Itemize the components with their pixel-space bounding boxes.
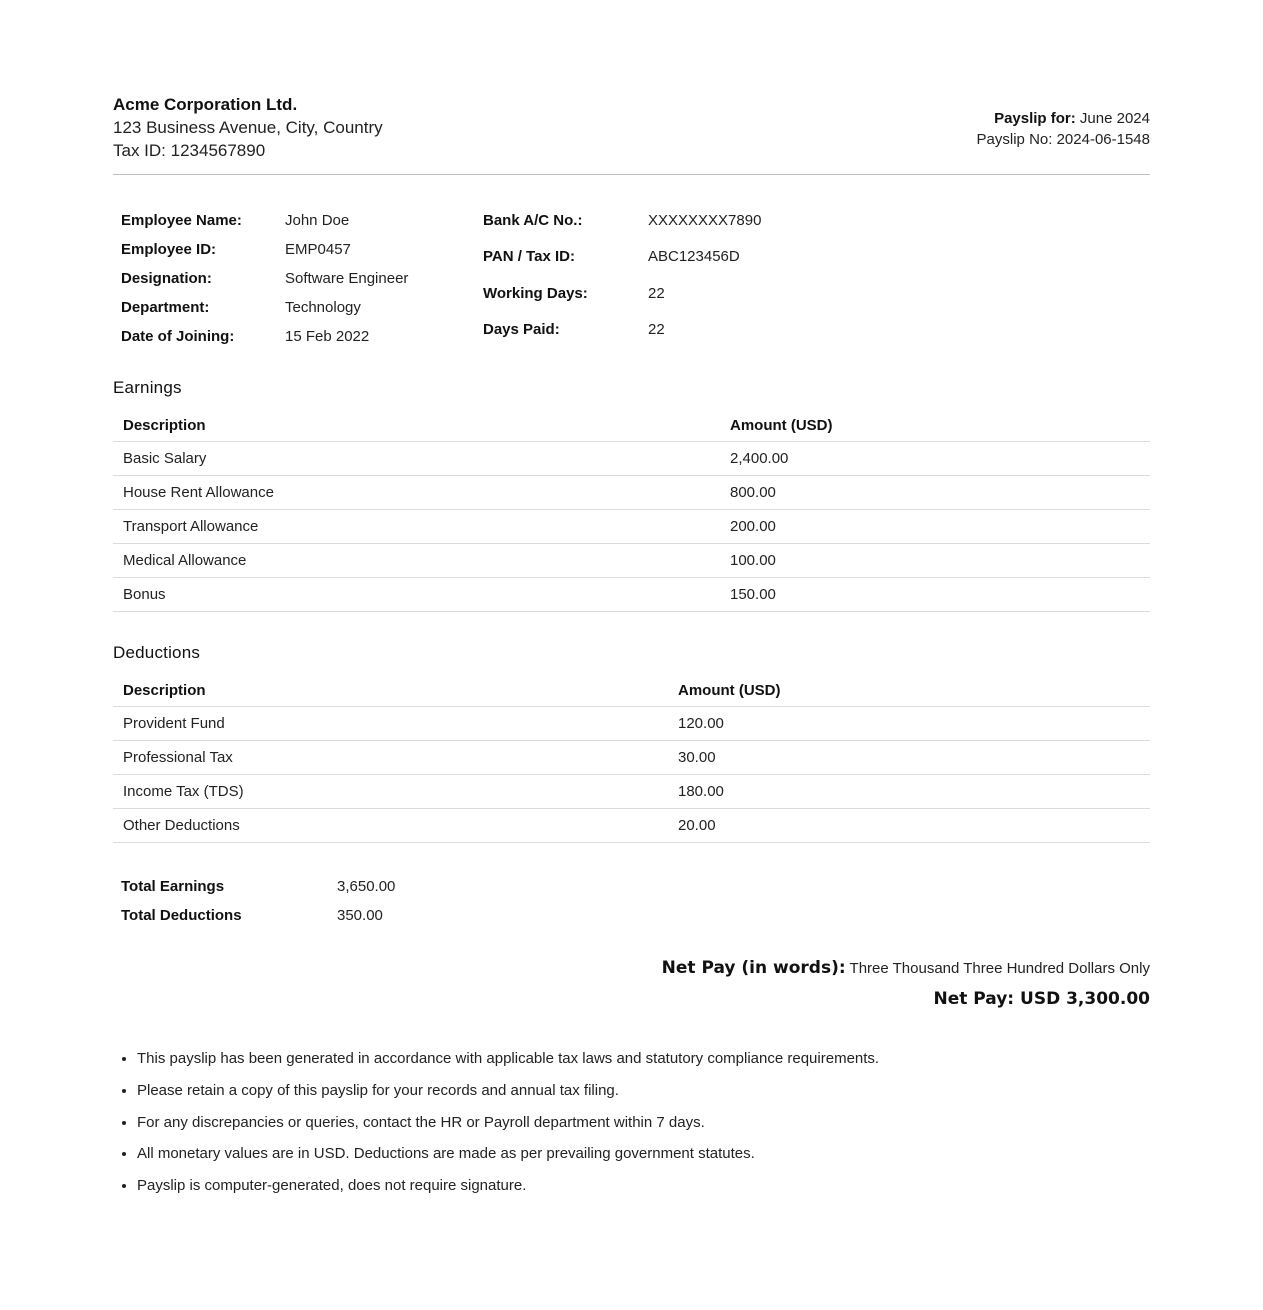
earning-amount: 2,400.00 (720, 442, 1150, 476)
pan-tax-id-label: PAN / Tax ID: (483, 248, 575, 266)
table-header-row (113, 674, 1150, 707)
table-row (113, 510, 1150, 544)
table-row (113, 578, 1150, 612)
table-row (113, 775, 1150, 809)
deduction-amount: 120.00 (668, 707, 1150, 741)
deductions-title: Deductions (113, 643, 201, 662)
table-row (113, 544, 1150, 578)
total-earnings-value: 3,650.00 (337, 878, 396, 895)
department-value: Technology (285, 299, 361, 316)
designation-value: Software Engineer (285, 270, 409, 287)
table-row (113, 741, 1150, 775)
pan-tax-id-value: ABC123456D (648, 248, 740, 266)
net-pay-in-words (662, 956, 1150, 981)
deductions-description-header: Description (113, 674, 668, 707)
earnings-description-header: Description (113, 409, 720, 442)
earning-description: House Rent Allowance (113, 476, 720, 510)
payslip-period-label: Payslip for: (994, 110, 1076, 127)
employee-name-label: Employee Name: (121, 212, 242, 229)
note-item: • Payslip is computer-generated, does not require signature. (137, 1174, 879, 1206)
payslip-header (113, 94, 1150, 175)
deduction-description: Provident Fund (113, 707, 668, 741)
net-pay-words-value: Three Thousand Three Hundred Dollars Only (849, 960, 1150, 977)
deduction-amount: 20.00 (668, 809, 1150, 843)
payslip-notes (113, 1047, 879, 1206)
payslip-period (977, 108, 1150, 129)
net-pay-amount: Net Pay: USD 3,300.00 (933, 989, 1150, 1009)
table-row (113, 476, 1150, 510)
note-item: • Please retain a copy of this payslip for your records and annual tax filing. (137, 1079, 879, 1111)
note-item: • All monetary values are in USD. Deductions are made as per prevailing government statutes. (137, 1142, 879, 1174)
earning-description: Bonus (113, 578, 720, 612)
note-item: • This payslip has been generated in accordance with applicable tax laws and statutory compliance requirements. (137, 1047, 879, 1079)
deduction-amount: 180.00 (668, 775, 1150, 809)
earnings-table (113, 409, 1150, 612)
joining-date-value: 15 Feb 2022 (285, 328, 370, 345)
deductions-amount-header: Amount (USD) (668, 674, 1150, 707)
designation-label: Designation: (121, 270, 212, 287)
days-paid-value: 22 (648, 321, 665, 339)
bank-account-label: Bank A/C No.: (483, 212, 583, 229)
deduction-description: Income Tax (TDS) (113, 775, 668, 809)
deduction-description: Other Deductions (113, 809, 668, 843)
company-tax-id: Tax ID: 1234567890 (113, 141, 266, 160)
payslip-period-value: June 2024 (1079, 110, 1150, 127)
company-address: 123 Business Avenue, City, Country (113, 118, 383, 137)
joining-date-label: Date of Joining: (121, 328, 235, 345)
net-pay-words-label: Net Pay (in words): (661, 958, 846, 978)
table-row (113, 442, 1150, 476)
payslip-meta (977, 108, 1150, 150)
total-earnings-label: Total Earnings (121, 878, 225, 895)
earning-description: Medical Allowance (113, 544, 720, 578)
earnings-amount-header: Amount (USD) (720, 409, 1150, 442)
employee-id-value: EMP0457 (285, 241, 351, 258)
earning-amount: 100.00 (720, 544, 1150, 578)
employee-id-label: Employee ID: (121, 241, 217, 258)
total-deductions-value: 350.00 (337, 907, 383, 924)
deduction-amount: 30.00 (668, 741, 1150, 775)
earning-description: Transport Allowance (113, 510, 720, 544)
total-deductions-label: Total Deductions (121, 907, 242, 924)
bank-account-value: XXXXXXXX7890 (648, 212, 762, 229)
deduction-description: Professional Tax (113, 741, 668, 775)
working-days-value: 22 (648, 284, 665, 302)
department-label: Department: (121, 299, 210, 316)
deductions-table (113, 674, 1150, 843)
payslip-number: Payslip No: 2024-06-1548 (976, 131, 1150, 148)
note-item: • For any discrepancies or queries, contact the HR or Payroll department within 7 days. (137, 1111, 879, 1143)
table-row (113, 809, 1150, 843)
earning-amount: 800.00 (720, 476, 1150, 510)
earning-amount: 200.00 (720, 510, 1150, 544)
earning-amount: 150.00 (720, 578, 1150, 612)
days-paid-label: Days Paid: (483, 321, 560, 339)
table-row (113, 707, 1150, 741)
earning-description: Basic Salary (113, 442, 720, 476)
earnings-title: Earnings (113, 378, 182, 397)
employee-name-value: John Doe (285, 212, 350, 229)
company-name: Acme Corporation Ltd. (113, 95, 298, 114)
working-days-label: Working Days: (483, 284, 588, 302)
table-header-row (113, 409, 1150, 442)
